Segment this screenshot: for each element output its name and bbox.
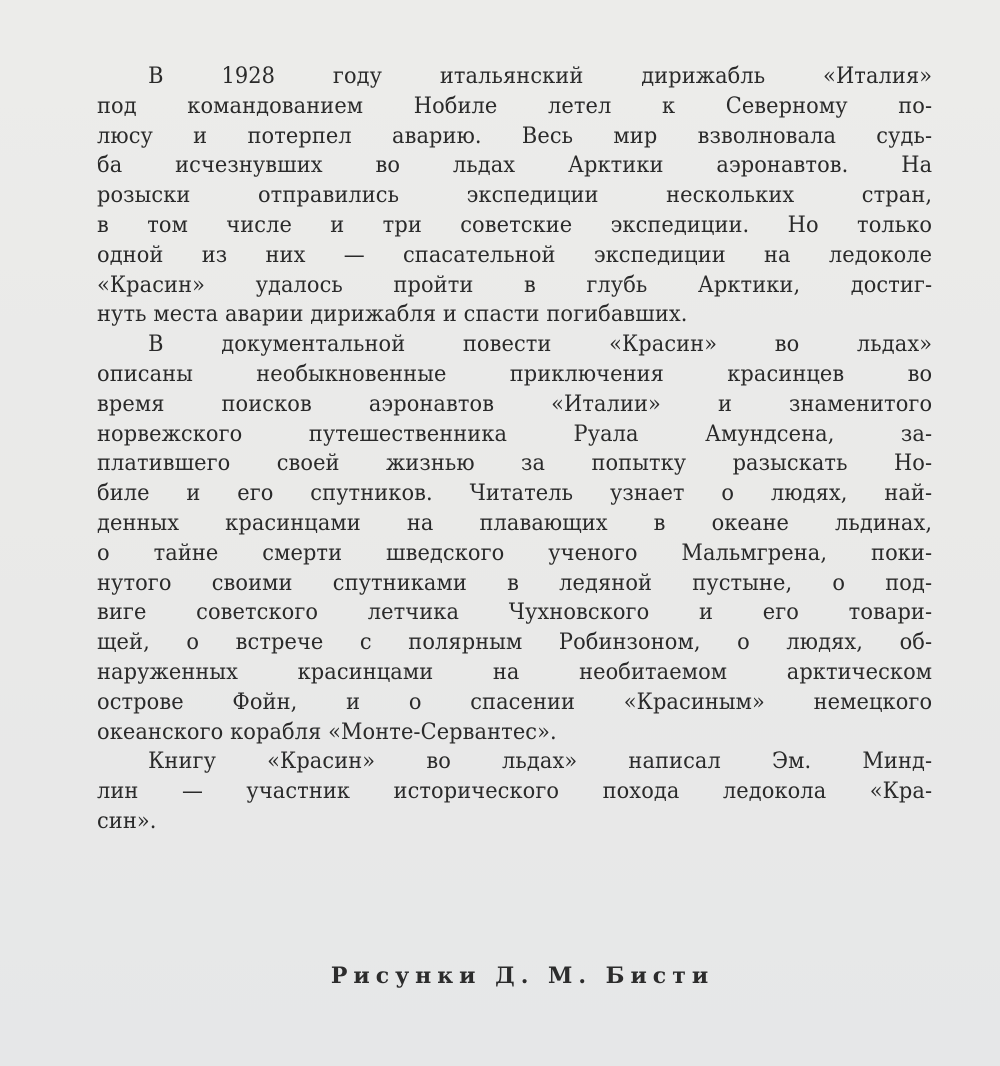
text-line: время поисков аэронавтов «Италии» и знаменитого [97, 390, 933, 417]
text-line: описаны необыкновенные приключения красинцев во [97, 360, 933, 387]
text-line: ба исчезнувших во льдах Арктики аэронавтов. На [97, 152, 933, 179]
text-line: Книгу «Красин» во льдах» написал Эм. Минд- [148, 748, 933, 775]
text-line: острове Фойн, и о спасении «Красиным» немецкого [97, 688, 933, 715]
text-line: В документальной повести «Красин» во льдах» [148, 331, 933, 358]
text-line: норвежского путешественника Руала Амундсена, за- [97, 420, 933, 447]
text-line: виге советского летчика Чухновского и его товари- [97, 599, 933, 626]
text-line: наруженных красинцами на необитаемом арктическом [97, 658, 933, 685]
text-line: «Красин» удалось пройти в глубь Арктики, достиг- [97, 271, 933, 298]
text-line: одной из них — спасательной экспедиции на ледоколе [97, 241, 933, 268]
text-line: люсу и потерпел аварию. Весь мир взволновала судь- [97, 122, 933, 149]
text-line: денных красинцами на плавающих в океане льдинах, [97, 509, 933, 536]
text-line: розыски отправились экспедиции нескольких стран, [97, 182, 933, 209]
text-line: океанского корабля «Монте-Сервантес». [97, 718, 557, 745]
text-line: В 1928 году итальянский дирижабль «Италия» [148, 63, 933, 89]
text-line: в том числе и три советские экспедиции. Но только [97, 211, 933, 238]
text-line: биле и его спутников. Читатель узнает о людях, най- [97, 480, 933, 507]
text-line: син». [97, 807, 157, 834]
text-line: нутого своими спутниками в ледяной пустыне, о под- [97, 569, 933, 596]
annotation-text [97, 62, 932, 837]
text-line: щей, о встрече с полярным Робинзоном, о людях, об- [97, 629, 933, 656]
text-line: под командованием Нобиле летел к Северному по- [97, 92, 933, 119]
text-line: лин — участник исторического похода ледокола «Кра- [97, 778, 933, 805]
text-line: платившего своей жизнью за попытку разыскать Но- [97, 450, 933, 477]
illustrator-credit: Рисунки Д. М. Бисти [330, 963, 715, 989]
text-line: о тайне смерти шведского ученого Мальмгрена, поки- [97, 539, 933, 566]
text-line: нуть места аварии дирижабля и спасти погибавших. [97, 301, 688, 328]
